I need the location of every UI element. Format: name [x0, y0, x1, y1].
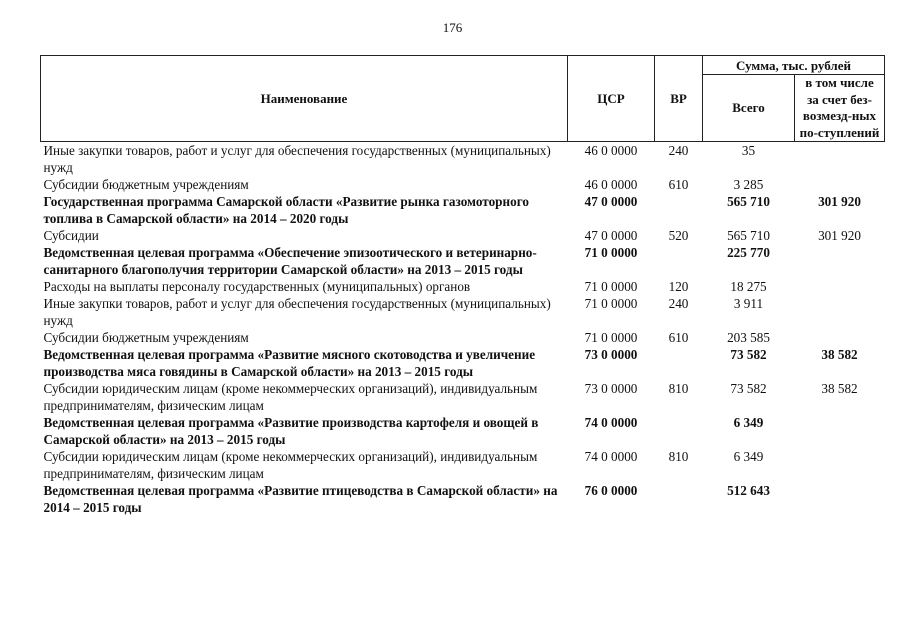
- row-total: 6 349: [733, 449, 764, 464]
- row-total: 35: [741, 143, 756, 158]
- row-name: Субсидии юридическим лицам (кроме некоммерческих организаций), индивидуальным предпринимателям, физическим лицам: [43, 381, 538, 413]
- row-free-receipts: [795, 244, 885, 278]
- row-name: Ведомственная целевая программа «Развитие производства картофеля и овощей в Самарской области» на 2013 – 2015 годы: [43, 415, 539, 447]
- row-name: Иные закупки товаров, работ и услуг для обеспечения государственных (муниципальных) нужд: [43, 296, 551, 328]
- row-csr: 73 0 0000: [584, 347, 638, 362]
- row-free-receipts: 301 920: [818, 194, 861, 209]
- row-csr: 71 0 0000: [584, 330, 638, 345]
- row-csr: 47 0 0000: [584, 228, 638, 243]
- row-total: 203 585: [727, 330, 770, 345]
- row-vr: 810: [668, 381, 689, 396]
- row-csr: 71 0 0000: [584, 245, 638, 260]
- row-name: Ведомственная целевая программа «Развитие мясного скотоводства и увеличение производства мяса говядины в Самарской области» на 2013 – 2015 годы: [43, 347, 536, 379]
- table-row: [41, 227, 885, 244]
- row-total: 18 275: [730, 279, 767, 294]
- row-free-receipts: [795, 295, 885, 329]
- row-name: Субсидии юридическим лицам (кроме некоммерческих организаций), индивидуальным предпринимателям, физическим лицам: [43, 449, 538, 481]
- row-free-receipts: [795, 448, 885, 482]
- page-number: 176: [442, 20, 463, 35]
- row-vr: [655, 193, 703, 227]
- row-free-receipts: [795, 278, 885, 295]
- row-name: Субсидии: [43, 228, 99, 243]
- table-row: [41, 346, 885, 380]
- row-vr: 610: [668, 177, 689, 192]
- row-total: 3 285: [733, 177, 764, 192]
- row-total: 3 911: [733, 296, 764, 311]
- row-total: 73 582: [730, 381, 767, 396]
- header-free-receipts-text: в том числе за счет без-возмезд-ных по-ступлений: [799, 75, 880, 140]
- row-name: Иные закупки товаров, работ и услуг для обеспечения государственных (муниципальных) нужд: [43, 143, 551, 175]
- row-vr: 810: [668, 449, 689, 464]
- row-free-receipts: 38 582: [821, 381, 858, 396]
- row-total: 512 643: [727, 483, 770, 498]
- header-name: Наименование: [41, 56, 568, 142]
- table-row: [41, 278, 885, 295]
- row-vr: [655, 346, 703, 380]
- row-vr: 520: [668, 228, 689, 243]
- row-free-receipts: [795, 482, 885, 516]
- table-row: [41, 295, 885, 329]
- row-name: Ведомственная целевая программа «Развитие птицеводства в Самарской области» на 2014 – 2015 годы: [43, 483, 558, 515]
- row-total: 6 349: [733, 415, 764, 430]
- row-free-receipts: 301 920: [818, 228, 861, 243]
- row-vr: [655, 244, 703, 278]
- row-total: 565 710: [727, 194, 770, 209]
- row-csr: 71 0 0000: [584, 296, 638, 311]
- table-row: [41, 380, 885, 414]
- row-name: Субсидии бюджетным учреждениям: [43, 330, 249, 345]
- table-body: [41, 142, 885, 517]
- table-header: [41, 56, 885, 142]
- row-free-receipts: [795, 176, 885, 193]
- row-csr: 76 0 0000: [584, 483, 638, 498]
- row-vr: [655, 414, 703, 448]
- row-name: Субсидии бюджетным учреждениям: [43, 177, 249, 192]
- row-name: Государственная программа Самарской области «Развитие рынка газомоторного топлива в Самарской области» на 2014 – 2020 годы: [43, 194, 529, 226]
- table-row: [41, 193, 885, 227]
- row-free-receipts: [795, 329, 885, 346]
- row-csr: 47 0 0000: [584, 194, 638, 209]
- row-csr: 74 0 0000: [584, 449, 638, 464]
- row-free-receipts: 38 582: [821, 347, 858, 362]
- row-csr: 46 0 0000: [584, 177, 638, 192]
- table-row: [41, 329, 885, 346]
- table-row: [41, 448, 885, 482]
- header-sum-group: Сумма, тыс. рублей: [703, 56, 885, 75]
- header-total: Всего: [703, 75, 795, 142]
- table-row: [41, 142, 885, 177]
- row-name: Расходы на выплаты персоналу государственных (муниципальных) органов: [43, 279, 471, 294]
- row-vr: [655, 482, 703, 516]
- row-free-receipts: [795, 414, 885, 448]
- row-total: 73 582: [730, 347, 767, 362]
- row-total: 225 770: [727, 245, 770, 260]
- header-free-receipts: [795, 75, 885, 142]
- row-csr: 71 0 0000: [584, 279, 638, 294]
- header-csr: ЦСР: [568, 56, 655, 142]
- budget-table: [40, 55, 885, 516]
- header-vr: ВР: [655, 56, 703, 142]
- row-vr: 120: [668, 279, 689, 294]
- table-row: [41, 176, 885, 193]
- row-csr: 74 0 0000: [584, 415, 638, 430]
- table-row: [41, 414, 885, 448]
- row-free-receipts: [795, 142, 885, 177]
- row-total: 565 710: [727, 228, 770, 243]
- row-vr: 610: [668, 330, 689, 345]
- row-csr: 46 0 0000: [584, 143, 638, 158]
- row-csr: 73 0 0000: [584, 381, 638, 396]
- table-row: [41, 244, 885, 278]
- row-name: Ведомственная целевая программа «Обеспечение эпизоотического и ветеринарно-санитарного благополучия территории Самарской области» на 2013 – 2015 годы: [43, 245, 537, 277]
- row-vr: 240: [668, 143, 689, 158]
- row-vr: 240: [668, 296, 689, 311]
- table-row: [41, 482, 885, 516]
